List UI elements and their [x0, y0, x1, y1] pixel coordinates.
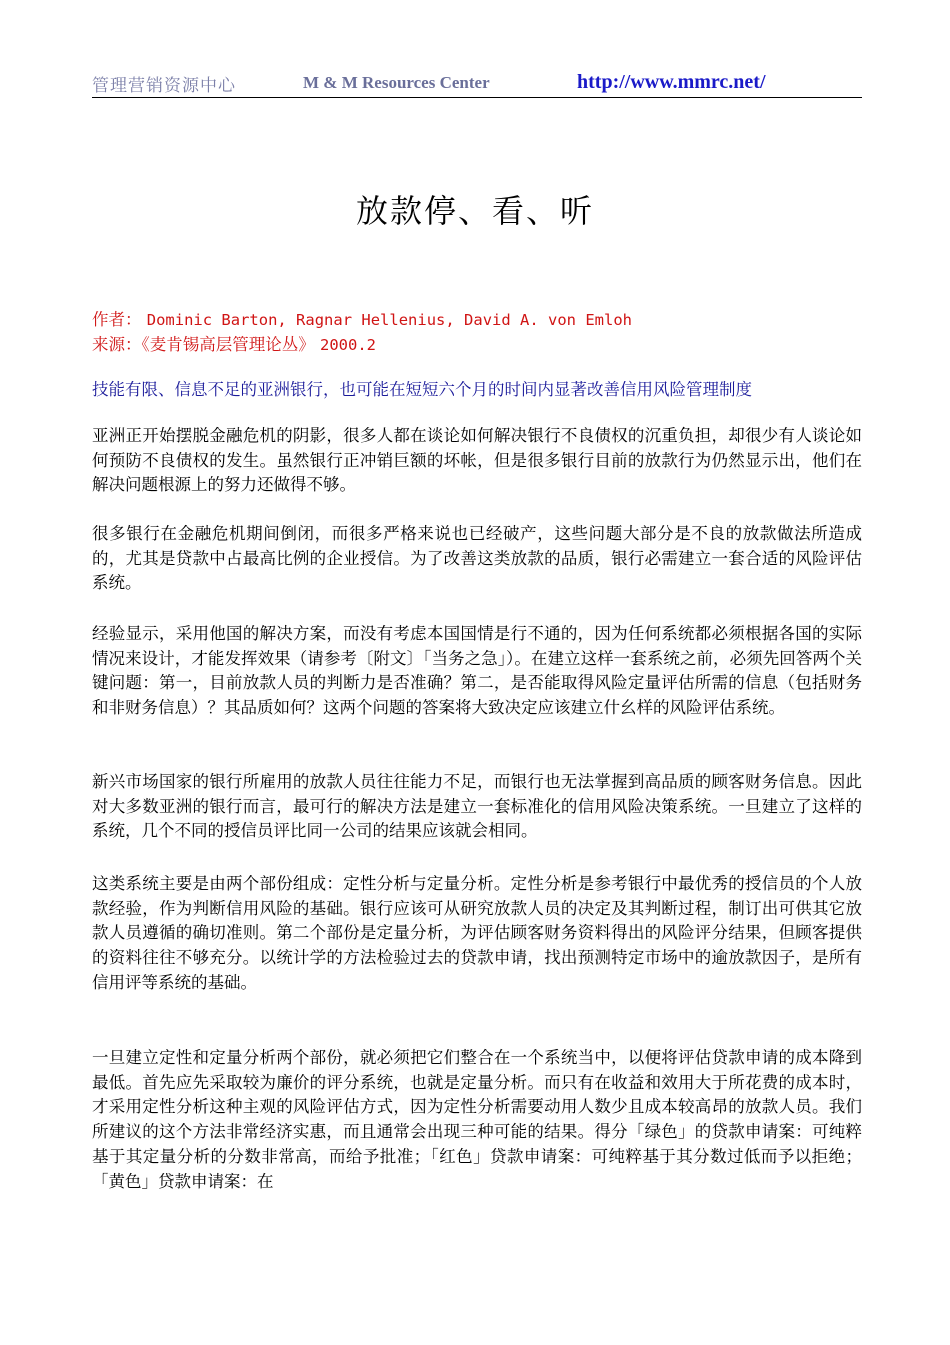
- paragraph-2: 很多银行在金融危机期间倒闭，而很多严格来说也已经破产，这些问题大部分是不良的放款做法所造成的，尤其是贷款中占最高比例的企业授信。为了改善这类放款的品质，银行必需建立一套合适的风险评估系统。: [92, 524, 862, 593]
- source-issue: 2000.2: [320, 336, 376, 354]
- article-subtitle: 技能有限、信息不足的亚洲银行，也可能在短短六个月的时间内显著改善信用风险管理制度: [92, 380, 752, 399]
- paragraph-1: 亚洲正开始摆脱金融危机的阴影，很多人都在谈论如何解决银行不良债权的沉重负担，却很少有人谈论如何预防不良债权的发生。虽然银行正冲销巨额的坏帐，但是很多银行目前的放款行为仍然显示出，他们在解决问题根源上的努力还做得不够。: [92, 426, 862, 495]
- page-header: [92, 70, 862, 98]
- paragraph-5: 这类系统主要是由两个部份组成：定性分析与定量分析。定性分析是参考银行中最优秀的授信员的个人放款经验，作为判断信用风险的基础。银行应该可从研究放款人员的决定及其判断过程，制订出可供其它放款人员遵循的确切准则。第二个部份是定量分析，为评估顾客财务资料得出的风险评分结果，但顾客提供的资料往往不够充分。以统计学的方法检验过去的贷款申请，找出预测特定市场中的逾放款因子，是所有信用评等系统的基础。: [92, 874, 862, 992]
- source-label: 来源：: [92, 335, 142, 354]
- author-names: Dominic Barton, Ragnar Hellenius, David A. von Emloh: [146, 311, 633, 329]
- paragraph-4: 新兴市场国家的银行所雇用的放款人员往往能力不足，而银行也无法掌握到高品质的顾客财务信息。因此对大多数亚洲的银行而言，最可行的解决方法是建立一套标准化的信用风险决策系统。一旦建立了这样的系统，几个不同的授信员评比同一公司的结果应该就会相同。: [92, 772, 862, 841]
- header-url-link[interactable]: http://www.mmrc.net/: [577, 71, 766, 93]
- author-line: [92, 306, 632, 330]
- source-title: 《麦肯锡高层管理论丛》: [141, 335, 315, 354]
- author-label: 作者：: [92, 310, 142, 329]
- source-line: [92, 331, 376, 355]
- header-center-name-cn: 管理营销资源中心: [92, 76, 236, 96]
- paragraph-3: 经验显示，采用他国的解决方案，而没有考虑本国国情是行不通的，因为任何系统都必须根据各国的实际情况来设计，才能发挥效果（请参考〔附文〕「当务之急」）。在建立这样一套系统之前，必须先回答两个关键问题：第一，目前放款人员的判断力是否准确？第二，是否能取得风险定量评估所需的信息（包括财务和非财务信息）？其品质如何？这两个问题的答案将大致决定应该建立什幺样的风险评估系统。: [92, 624, 862, 718]
- paragraph-6: 一旦建立定性和定量分析两个部份，就必须把它们整合在一个系统当中，以便将评估贷款申请的成本降到最低。首先应先采取较为廉价的评分系统，也就是定量分析。而只有在收益和效用大于所花费的成本时，才采用定性分析这种主观的风险评估方式，因为定性分析需要动用人数少且成本较高昂的放款人员。我们所建议的这个方法非常经济实惠，而且通常会出现三种可能的结果。得分「绿色」的贷款申请案：可纯粹基于其定量分析的分数非常高，而给予批准；「红色」贷款申请案：可纯粹基于其分数过低而予以拒绝；「黄色」贷款申请案：在: [92, 1048, 862, 1191]
- header-center-name-en: M & M Resources Center: [303, 73, 490, 92]
- article-title: 放款停、看、听: [355, 192, 594, 230]
